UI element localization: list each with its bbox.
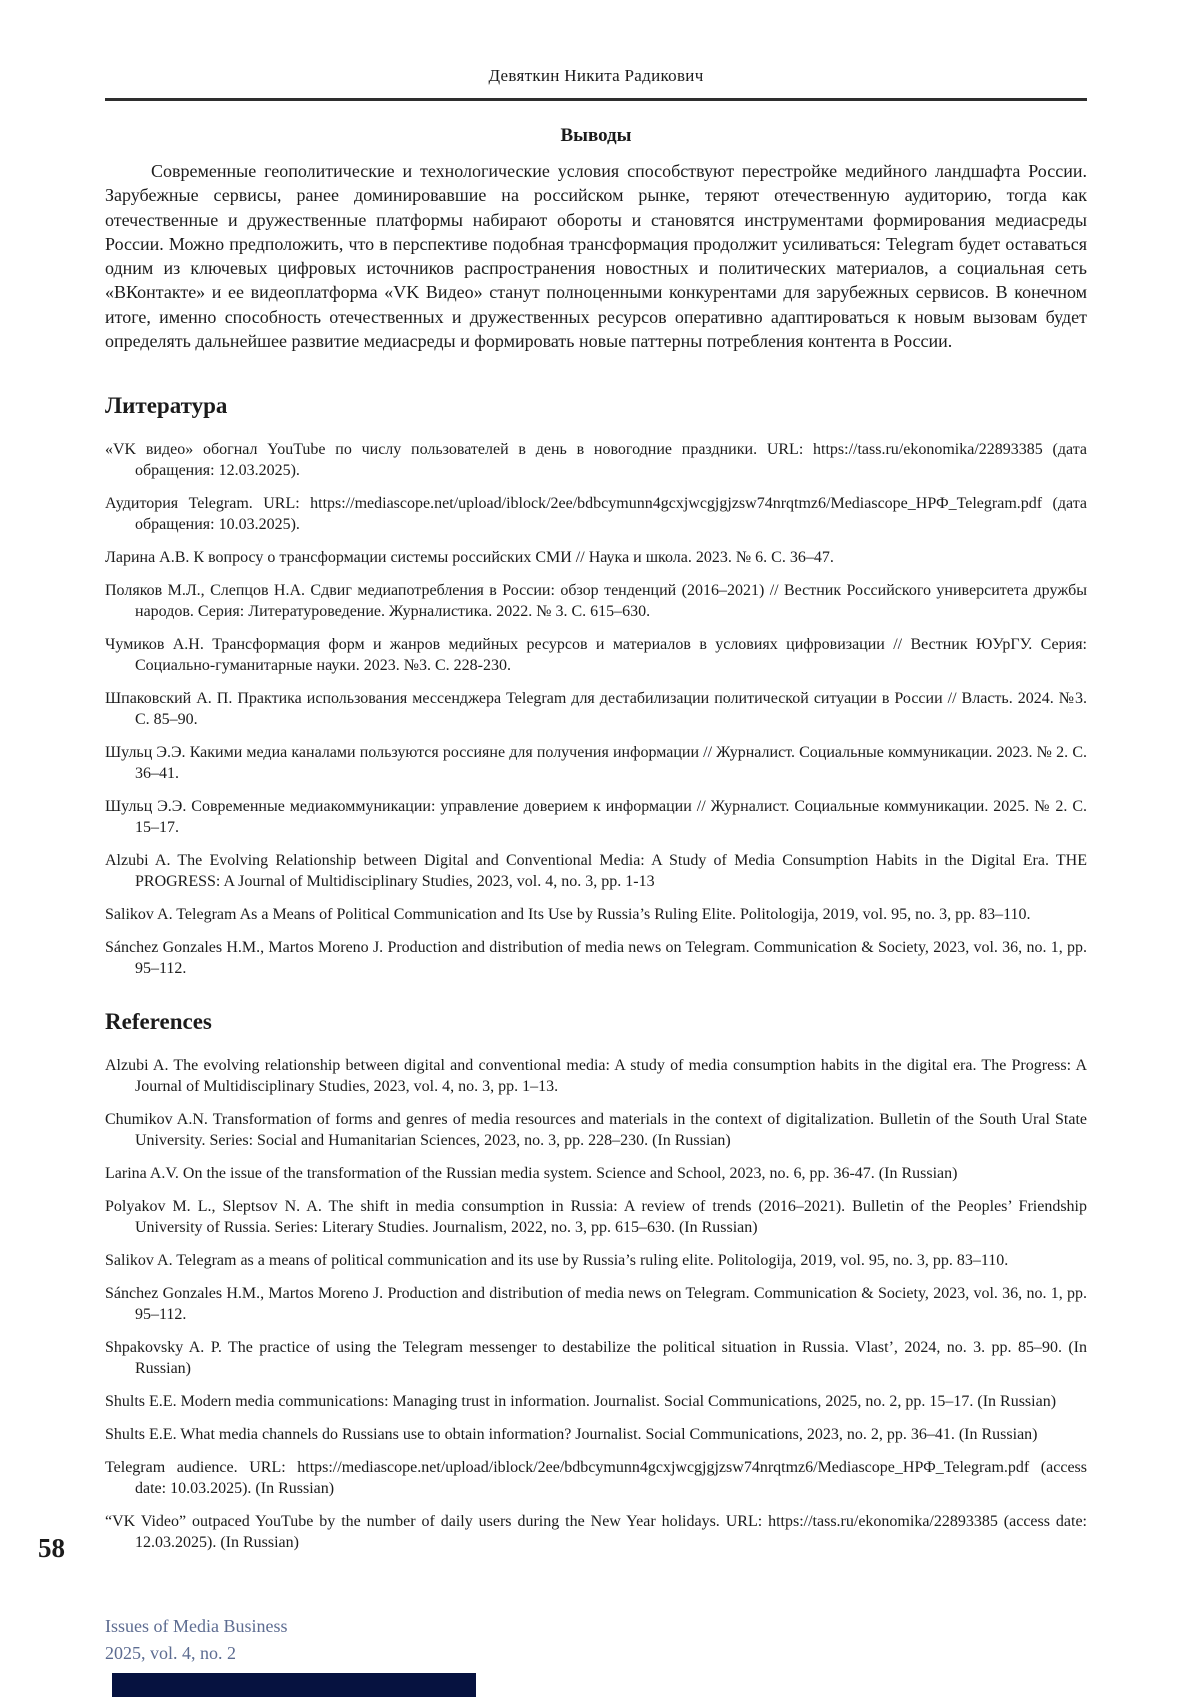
issue-info: 2025, vol. 4, no. 2	[105, 1643, 237, 1663]
page-content	[105, 66, 1087, 1565]
reference-entry: Shults E.E. Modern media communications: Managing trust in information. Journalist. Social Communications, 2025, no. 2, pp. 15–17. (In Russian)	[105, 1393, 1057, 1411]
reference-entry: Alzubi A. The evolving relationship between digital and conventional media: A study of media consumption habits in the digital era. The Progress: A Journal of Multidisciplinary Studies, 2023, vol. 4, no. 3, pp. 1–13.	[105, 1057, 1087, 1096]
reference-entry: Шульц Э.Э. Какими медиа каналами пользуются россияне для получения информации // Журналист. Социальные коммуникации. 2023. № 2. С. 36–41.	[105, 744, 1087, 783]
running-head: Девяткин Никита Радикович	[488, 66, 704, 85]
reference-entry: Shpakovsky A. P. The practice of using the Telegram messenger to destabilize the political situation in Russia. Vlast’, 2024, no. 3. pp. 85–90. (In Russian)	[105, 1339, 1087, 1378]
header-rule	[105, 98, 1087, 101]
reference-entry: Sánchez Gonzales H.M., Martos Moreno J. Production and distribution of media news on Telegram. Communication & Society, 2023, vol. 36, no. 1, pp. 95–112.	[105, 1285, 1087, 1324]
reference-entry: Polyakov M. L., Sleptsov N. A. The shift in media consumption in Russia: A review of trends (2016–2021). Bulletin of the Peoples’ Friendship University of Russia. Series: Literary Studies. Journalism, 2022, no. 3, pp. 615–630. (In Russian)	[105, 1198, 1087, 1237]
footer	[105, 1613, 288, 1667]
reference-entry: Alzubi A. The Evolving Relationship between Digital and Conventional Media: A Study of Media Consumption Habits in the Digital Era. THE PROGRESS: A Journal of Multidisciplinary Studies, 2023, vol. 4, no. 3, pp. 1-13	[105, 852, 1087, 891]
reference-entry: Larina A.V. On the issue of the transformation of the Russian media system. Science and School, 2023, no. 6, pp. 36-47. (In Russian)	[105, 1165, 958, 1183]
reference-entry: Chumikov A.N. Transformation of forms and genres of media resources and materials in the context of digitalization. Bulletin of the South Ural State University. Series: Social and Humanitarian Sciences, 2023, no. 3, pp. 228–230. (In Russian)	[105, 1111, 1087, 1150]
reference-entry: Sánchez Gonzales H.M., Martos Moreno J. Production and distribution of media news on Telegram. Communication & Society, 2023, vol. 36, no. 1, pp. 95–112.	[105, 939, 1087, 978]
conclusions-heading: Выводы	[560, 125, 632, 146]
footer-bar	[112, 1673, 476, 1697]
reference-entry: Shults E.E. What media channels do Russians use to obtain information? Journalist. Social Communications, 2023, no. 2, pp. 36–41. (In Russian)	[105, 1426, 1038, 1444]
reference-entry: Telegram audience. URL: https://mediascope.net/upload/iblock/2ee/bdbcymunn4gcxjwcgjgjzsw74nrqtmz6/Mediascope_НРФ_Telegram.pdf (access date: 10.03.2025). (In Russian)	[105, 1459, 1087, 1498]
reference-entry: Поляков М.Л., Слепцов Н.А. Сдвиг медиапотребления в России: обзор тенденций (2016–2021) // Вестник Российского университета дружбы народов. Серия: Литературоведение. Журналистика. 2022. № 3. С. 615–630.	[105, 582, 1087, 621]
reference-entry: Salikov A. Telegram As a Means of Political Communication and Its Use by Russia’s Ruling Elite. Politologija, 2019, vol. 95, no. 3, pp. 83–110.	[105, 906, 1031, 924]
reference-entry: Чумиков А.Н. Трансформация форм и жанров медийных ресурсов и материалов в условиях цифровизации // Вестник ЮУрГУ. Серия: Социально-гуманитарные науки. 2023. №3. С. 228-230.	[105, 636, 1087, 675]
reference-entry: Шпаковский А. П. Практика использования мессенджера Telegram для дестабилизации политической ситуации в России // Власть. 2024. №3. С. 85–90.	[105, 690, 1087, 729]
reference-entry: Ларина А.В. К вопросу о трансформации системы российских СМИ // Наука и школа. 2023. № 6. С. 36–47.	[105, 549, 834, 567]
journal-name: Issues of Media Business	[105, 1616, 288, 1636]
reference-entry: Salikov A. Telegram as a means of political communication and its use by Russia’s ruling elite. Politologija, 2019, vol. 95, no. 3, pp. 83–110.	[105, 1252, 1009, 1270]
references-heading: References	[105, 1009, 212, 1035]
page-number: 58	[38, 1533, 65, 1563]
conclusions-paragraph: Современные геополитические и технологические условия способствуют перестройке медийного ландшафта России. Зарубежные сервисы, ранее доминировавшие на российском рынке, теряют отечественную аудиторию, тогда как отечественные и дружественные платформы набирают обороты и становятся инструментами формирования медиасреды России. Можно предположить, что в перспективе подобная трансформация продолжит усиливаться: Telegram будет оставаться одним из ключевых цифровых источников распространения новостных и политических материалов, а социальная сеть «ВКонтакте» и ее видеоплатформа «VK Видео» станут полноценными конкурентами для зарубежных сервисов. В конечном итоге, именно способность отечественных и дружественных ресурсов оперативно адаптироваться к новым вызовам будет определять дальнейшее развитие медиасреды и формировать новые паттерны потребления контента в России.	[105, 161, 1087, 352]
reference-entry: “VK Video” outpaced YouTube by the number of daily users during the New Year holidays. URL: https://tass.ru/ekonomika/22893385 (access date: 12.03.2025). (In Russian)	[105, 1513, 1087, 1552]
reference-entry: «VK видео» обогнал YouTube по числу пользователей в день в новогодние праздники. URL: https://tass.ru/ekonomika/22893385 (дата обращения: 12.03.2025).	[105, 441, 1087, 480]
reference-entry: Аудитория Telegram. URL: https://mediascope.net/upload/iblock/2ee/bdbcymunn4gcxjwcgjgjzsw74nrqtmz6/Mediascope_НРФ_Telegram.pdf (дата обращения: 10.03.2025).	[105, 495, 1087, 534]
reference-entry: Шульц Э.Э. Современные медиакоммуникации: управление доверием к информации // Журналист. Социальные коммуникации. 2025. № 2. С. 15–17.	[105, 798, 1087, 837]
literatura-heading: Литература	[105, 393, 228, 419]
literatura-list	[105, 439, 1087, 979]
references-list	[105, 1055, 1087, 1553]
